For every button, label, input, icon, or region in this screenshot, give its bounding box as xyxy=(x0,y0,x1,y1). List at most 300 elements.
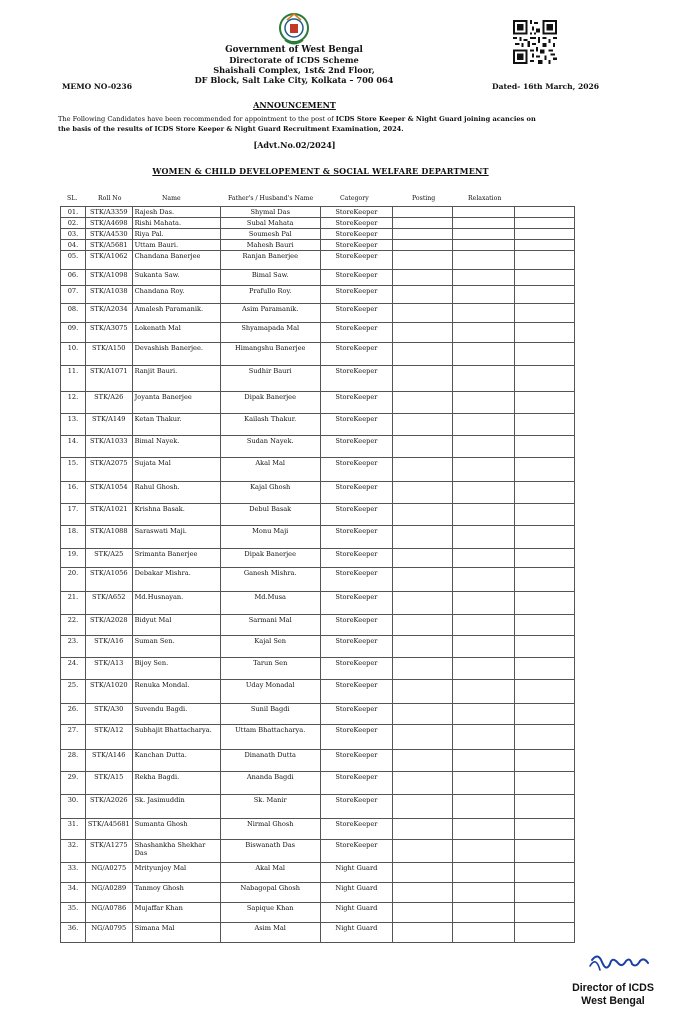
cell-roll-no xyxy=(85,903,132,923)
cell-category-text: StoreKeeper xyxy=(335,324,378,332)
cell-father-name-text: Uday Monadal xyxy=(245,681,295,689)
cell-posting xyxy=(393,549,453,568)
cell-father-name xyxy=(220,482,320,504)
cell-sl xyxy=(61,229,86,240)
cell-relaxation xyxy=(453,568,514,592)
cell-relaxation xyxy=(453,750,514,772)
cell-name-text: Sujata Mal xyxy=(134,459,171,467)
cell-father-name-text: Asim Mal xyxy=(254,924,286,932)
table-row xyxy=(61,923,575,943)
cell-name-text: Riya Pal. xyxy=(134,230,164,238)
cell-roll-no-text: STK/A15 xyxy=(94,773,124,781)
cell-roll-no-text: STK/A3359 xyxy=(89,208,128,216)
cell-sl-text: 01. xyxy=(67,208,79,216)
cell-relaxation xyxy=(453,366,514,392)
cell-extra xyxy=(514,636,574,658)
cell-roll-no xyxy=(85,270,132,286)
cell-category xyxy=(320,819,393,840)
cell-father-name-text: Dipak Banerjee xyxy=(244,393,296,401)
cell-father-name xyxy=(220,568,320,592)
cell-category xyxy=(320,458,393,482)
cell-category-text: StoreKeeper xyxy=(335,367,378,375)
cell-father-name-text: Sapique Khan xyxy=(246,904,294,912)
cell-sl-text: 06. xyxy=(67,271,79,279)
cell-extra xyxy=(514,482,574,504)
cell-relaxation xyxy=(453,436,514,458)
cell-sl-text: 18. xyxy=(67,527,79,535)
cell-father-name-text: Prafullo Roy. xyxy=(249,287,292,295)
cell-name-text: Sk. Jasimuddin xyxy=(134,796,185,804)
cell-posting xyxy=(393,658,453,680)
table-row xyxy=(61,251,575,270)
cell-name xyxy=(132,615,220,636)
cell-category-text: StoreKeeper xyxy=(335,726,378,734)
cell-relaxation xyxy=(453,658,514,680)
table-row xyxy=(61,725,575,750)
cell-category xyxy=(320,207,393,218)
intro-paragraph xyxy=(58,115,598,134)
cell-extra xyxy=(514,592,574,615)
cell-category xyxy=(320,218,393,229)
cell-relaxation xyxy=(453,615,514,636)
cell-roll-no-text: NG/A0289 xyxy=(91,884,127,892)
cell-roll-no xyxy=(85,680,132,704)
cell-relaxation xyxy=(453,863,514,883)
cell-posting xyxy=(393,458,453,482)
cell-name-text: Ranjit Bauri. xyxy=(134,367,178,375)
cell-category xyxy=(320,526,393,549)
cell-roll-no xyxy=(85,840,132,863)
cell-category-text: StoreKeeper xyxy=(335,393,378,401)
cell-father-name-text: Dinanath Dutta xyxy=(244,751,296,759)
cell-name-text: Bidyut Mal xyxy=(134,616,172,624)
cell-category xyxy=(320,725,393,750)
cell-category xyxy=(320,795,393,819)
cell-father-name-text: Kajal Ghosh xyxy=(250,483,291,491)
cell-name xyxy=(132,218,220,229)
cell-father-name-text: Ranjan Banerjee xyxy=(242,252,298,260)
cell-father-name-text: Md.Musa xyxy=(254,593,286,601)
date-line: Dated- 16th March, 2026 xyxy=(492,82,600,91)
cell-sl-text: 16. xyxy=(67,483,79,491)
cell-roll-no xyxy=(85,229,132,240)
table-row xyxy=(61,323,575,343)
cell-posting xyxy=(393,795,453,819)
cell-father-name xyxy=(220,270,320,286)
cell-roll-no-text: STK/A1033 xyxy=(89,437,128,445)
cell-category xyxy=(320,414,393,436)
cell-sl xyxy=(61,568,86,592)
cell-relaxation xyxy=(453,903,514,923)
cell-relaxation xyxy=(453,704,514,725)
cell-name xyxy=(132,458,220,482)
table-row xyxy=(61,568,575,592)
cell-roll-no xyxy=(85,636,132,658)
cell-father-name xyxy=(220,504,320,526)
cell-category-text: StoreKeeper xyxy=(335,459,378,467)
cell-posting xyxy=(393,903,453,923)
cell-category-text: StoreKeeper xyxy=(335,505,378,513)
col-header-relaxation: Relaxation xyxy=(468,195,502,202)
cell-category xyxy=(320,615,393,636)
cell-name xyxy=(132,636,220,658)
cell-sl-text: 32. xyxy=(67,841,79,849)
cell-name xyxy=(132,923,220,943)
cell-father-name-text: Debul Basak xyxy=(249,505,292,513)
table-row xyxy=(61,304,575,323)
cell-category xyxy=(320,863,393,883)
cell-extra xyxy=(514,772,574,795)
cell-extra xyxy=(514,436,574,458)
cell-posting xyxy=(393,863,453,883)
cell-name xyxy=(132,270,220,286)
cell-roll-no xyxy=(85,504,132,526)
cell-sl-text: 33. xyxy=(67,864,79,872)
cell-extra xyxy=(514,725,574,750)
cell-sl-text: 17. xyxy=(67,505,79,513)
cell-category xyxy=(320,366,393,392)
signature-block xyxy=(545,982,681,1008)
cell-father-name-text: Shyamapada Mal xyxy=(241,324,300,332)
cell-sl xyxy=(61,923,86,943)
cell-posting xyxy=(393,504,453,526)
cell-name xyxy=(132,658,220,680)
cell-name-text: Sumanta Ghosh xyxy=(134,820,188,828)
table-row xyxy=(61,772,575,795)
cell-category xyxy=(320,229,393,240)
cell-posting xyxy=(393,482,453,504)
cell-extra xyxy=(514,323,574,343)
cell-posting xyxy=(393,343,453,366)
cell-relaxation xyxy=(453,304,514,323)
cell-category-text: StoreKeeper xyxy=(335,841,378,849)
cell-relaxation xyxy=(453,636,514,658)
cell-name-text: Saraswati Maji. xyxy=(134,527,187,535)
cell-father-name xyxy=(220,750,320,772)
cell-father-name xyxy=(220,207,320,218)
cell-roll-no-text: NG/A0275 xyxy=(91,864,127,872)
cell-roll-no-text: STK/A5681 xyxy=(89,241,128,249)
col-header-sl: SL. xyxy=(67,195,78,202)
cell-posting xyxy=(393,304,453,323)
signature-title: Director of ICDS xyxy=(572,982,654,994)
cell-posting xyxy=(393,366,453,392)
cell-relaxation xyxy=(453,482,514,504)
cell-relaxation xyxy=(453,458,514,482)
cell-category xyxy=(320,883,393,903)
header-address-2: DF Block, Salt Lake City, Kolkata – 700 064 xyxy=(194,75,394,85)
cell-name-text: Krishna Basak. xyxy=(134,505,185,513)
cell-father-name xyxy=(220,615,320,636)
cell-extra xyxy=(514,863,574,883)
cell-posting xyxy=(393,615,453,636)
cell-name xyxy=(132,504,220,526)
cell-father-name xyxy=(220,819,320,840)
cell-posting xyxy=(393,270,453,286)
cell-category xyxy=(320,658,393,680)
cell-sl xyxy=(61,863,86,883)
intro-bold-2: the basis of the results of ICDS Store Keeper & Night Guard Recruitment Examination, 2024. xyxy=(58,124,404,133)
cell-name-text: Kanchan Dutta. xyxy=(134,751,187,759)
cell-relaxation xyxy=(453,229,514,240)
cell-father-name xyxy=(220,229,320,240)
cell-name xyxy=(132,323,220,343)
cell-relaxation xyxy=(453,549,514,568)
cell-sl-text: 29. xyxy=(67,773,79,781)
cell-name-text: Suman Sen. xyxy=(134,637,175,645)
cell-name xyxy=(132,819,220,840)
cell-name-text: Ketan Thakur. xyxy=(134,415,182,423)
cell-roll-no xyxy=(85,704,132,725)
cell-name xyxy=(132,883,220,903)
header-govt: Government of West Bengal xyxy=(225,45,363,55)
cell-category xyxy=(320,436,393,458)
cell-roll-no xyxy=(85,725,132,750)
cell-sl-text: 26. xyxy=(67,705,79,713)
cell-roll-no-text: STK/A30 xyxy=(94,705,124,713)
cell-sl-text: 28. xyxy=(67,751,79,759)
cell-father-name xyxy=(220,704,320,725)
signature-scribble xyxy=(588,950,654,976)
cell-roll-no-text: STK/A26 xyxy=(94,393,124,401)
cell-father-name xyxy=(220,903,320,923)
cell-sl-text: 11. xyxy=(67,367,79,375)
cell-sl xyxy=(61,270,86,286)
cell-name-text: Subhajit Bhattacharya. xyxy=(134,726,212,734)
cell-category xyxy=(320,286,393,304)
cell-name-text: Joyanta Banerjee xyxy=(134,393,192,401)
cell-roll-no xyxy=(85,592,132,615)
cell-relaxation xyxy=(453,840,514,863)
cell-name-text: Bimal Nayek. xyxy=(134,437,180,445)
cell-roll-no-text: STK/A2034 xyxy=(89,305,128,313)
cell-sl xyxy=(61,725,86,750)
cell-roll-no xyxy=(85,343,132,366)
cell-name-text: Shashankha Shekhar Das xyxy=(134,841,206,857)
cell-sl xyxy=(61,240,86,251)
cell-sl-text: 02. xyxy=(67,219,79,227)
cell-sl xyxy=(61,392,86,414)
cell-category xyxy=(320,304,393,323)
cell-roll-no-text: STK/A1062 xyxy=(89,252,128,260)
cell-roll-no-text: STK/A2026 xyxy=(89,796,128,804)
cell-name xyxy=(132,725,220,750)
cell-father-name xyxy=(220,240,320,251)
cell-father-name xyxy=(220,772,320,795)
cell-extra xyxy=(514,615,574,636)
cell-category xyxy=(320,840,393,863)
cell-name xyxy=(132,366,220,392)
cell-sl-text: 19. xyxy=(67,550,79,558)
cell-posting xyxy=(393,526,453,549)
cell-category-text: StoreKeeper xyxy=(335,415,378,423)
cell-name xyxy=(132,414,220,436)
cell-roll-no-text: STK/A1038 xyxy=(89,287,128,295)
cell-relaxation xyxy=(453,251,514,270)
cell-category xyxy=(320,750,393,772)
cell-category xyxy=(320,323,393,343)
table-row xyxy=(61,795,575,819)
cell-roll-no xyxy=(85,251,132,270)
cell-sl-text: 22. xyxy=(67,616,79,624)
cell-roll-no-text: STK/A12 xyxy=(94,726,124,734)
cell-category xyxy=(320,392,393,414)
cell-extra xyxy=(514,286,574,304)
cell-roll-no xyxy=(85,658,132,680)
cell-sl xyxy=(61,772,86,795)
cell-name xyxy=(132,251,220,270)
cell-roll-no-text: STK/A1275 xyxy=(89,841,128,849)
table-row xyxy=(61,549,575,568)
cell-father-name xyxy=(220,526,320,549)
cell-category-text: Night Guard xyxy=(335,924,378,932)
cell-relaxation xyxy=(453,343,514,366)
cell-name-text: Tanmoy Ghosh xyxy=(134,884,184,892)
cell-name-text: Rishi Mahata. xyxy=(134,219,182,227)
cell-sl-text: 30. xyxy=(67,796,79,804)
cell-father-name xyxy=(220,883,320,903)
cell-roll-no-text: NG/A0786 xyxy=(91,904,127,912)
cell-father-name xyxy=(220,458,320,482)
cell-father-name xyxy=(220,863,320,883)
cell-category xyxy=(320,549,393,568)
cell-roll-no-text: STK/A4530 xyxy=(89,230,128,238)
cell-father-name xyxy=(220,218,320,229)
cell-category-text: StoreKeeper xyxy=(335,569,378,577)
cell-extra xyxy=(514,903,574,923)
cell-sl-text: 04. xyxy=(67,241,79,249)
cell-sl xyxy=(61,207,86,218)
cell-posting xyxy=(393,680,453,704)
cell-sl-text: 23. xyxy=(67,637,79,645)
cell-category-text: StoreKeeper xyxy=(335,751,378,759)
cell-roll-no xyxy=(85,436,132,458)
cell-sl-text: 07. xyxy=(67,287,79,295)
cell-roll-no xyxy=(85,218,132,229)
cell-category xyxy=(320,568,393,592)
cell-sl xyxy=(61,436,86,458)
table-row xyxy=(61,615,575,636)
cell-posting xyxy=(393,218,453,229)
cell-name-text: Chandana Banerjee xyxy=(134,252,201,260)
cell-father-name xyxy=(220,343,320,366)
cell-name-text: Srimanta Banerjee xyxy=(134,550,198,558)
cell-posting xyxy=(393,436,453,458)
department-heading: WOMEN & CHILD DEVELOPEMENT & SOCIAL WELFARE DEPARTMENT xyxy=(152,166,489,176)
cell-father-name xyxy=(220,436,320,458)
cell-relaxation xyxy=(453,883,514,903)
cell-name-text: Debakar Mishra. xyxy=(134,569,191,577)
cell-sl xyxy=(61,883,86,903)
cell-sl xyxy=(61,458,86,482)
cell-father-name-text: Soumesh Pal xyxy=(248,230,292,238)
cell-roll-no-text: STK/A2075 xyxy=(89,459,128,467)
table-row xyxy=(61,750,575,772)
cell-name xyxy=(132,549,220,568)
cell-category xyxy=(320,343,393,366)
cell-father-name xyxy=(220,366,320,392)
cell-father-name-text: Shymal Das xyxy=(250,208,290,216)
cell-sl-text: 08. xyxy=(67,305,79,313)
cell-name-text: Lokenath Mal xyxy=(134,324,181,332)
cell-name xyxy=(132,304,220,323)
cell-extra xyxy=(514,504,574,526)
cell-category xyxy=(320,704,393,725)
cell-category xyxy=(320,923,393,943)
table-row xyxy=(61,414,575,436)
cell-posting xyxy=(393,923,453,943)
cell-category-text: StoreKeeper xyxy=(335,344,378,352)
table-row xyxy=(61,592,575,615)
cell-roll-no-text: STK/A1056 xyxy=(89,569,128,577)
cell-name-text: Devashish Banerjee. xyxy=(134,344,203,352)
cell-relaxation xyxy=(453,270,514,286)
cell-extra xyxy=(514,458,574,482)
cell-sl xyxy=(61,592,86,615)
cell-father-name xyxy=(220,414,320,436)
cell-sl xyxy=(61,218,86,229)
cell-name xyxy=(132,392,220,414)
cell-sl xyxy=(61,414,86,436)
cell-father-name xyxy=(220,592,320,615)
cell-name xyxy=(132,680,220,704)
col-header-roll: Roll No xyxy=(98,195,122,202)
cell-father-name xyxy=(220,725,320,750)
cell-extra xyxy=(514,549,574,568)
cell-posting xyxy=(393,323,453,343)
cell-sl xyxy=(61,903,86,923)
cell-roll-no xyxy=(85,304,132,323)
cell-name xyxy=(132,229,220,240)
cell-category-text: StoreKeeper xyxy=(335,287,378,295)
cell-roll-no-text: STK/A1021 xyxy=(89,505,128,513)
cell-category xyxy=(320,270,393,286)
cell-roll-no-text: STK/A25 xyxy=(94,550,124,558)
cell-extra xyxy=(514,883,574,903)
cell-roll-no-text: STK/A1088 xyxy=(89,527,128,535)
cell-roll-no xyxy=(85,414,132,436)
cell-roll-no xyxy=(85,207,132,218)
cell-sl-text: 21. xyxy=(67,593,79,601)
cell-extra xyxy=(514,229,574,240)
table-row xyxy=(61,504,575,526)
cell-father-name-text: Monu Maji xyxy=(252,527,289,535)
cell-father-name-text: Ganesh Mishra. xyxy=(243,569,297,577)
cell-father-name-text: Sk. Manir xyxy=(253,796,287,804)
cell-father-name xyxy=(220,392,320,414)
cell-name xyxy=(132,482,220,504)
cell-name xyxy=(132,863,220,883)
cell-roll-no-text: STK/A652 xyxy=(92,593,126,601)
cell-father-name-text: Uttam Bhattacharya. xyxy=(235,726,306,734)
cell-father-name-text: Sunil Bagdi xyxy=(250,705,290,713)
cell-father-name xyxy=(220,658,320,680)
cell-sl xyxy=(61,323,86,343)
table-row xyxy=(61,436,575,458)
cell-father-name-text: Bimal Saw. xyxy=(251,271,289,279)
cell-sl xyxy=(61,636,86,658)
cell-posting xyxy=(393,229,453,240)
cell-name xyxy=(132,840,220,863)
cell-category xyxy=(320,636,393,658)
cell-roll-no xyxy=(85,795,132,819)
cell-category-text: StoreKeeper xyxy=(335,550,378,558)
col-header-name: Name xyxy=(162,195,181,202)
cell-category xyxy=(320,504,393,526)
cell-posting xyxy=(393,392,453,414)
cell-posting xyxy=(393,750,453,772)
cell-category xyxy=(320,772,393,795)
